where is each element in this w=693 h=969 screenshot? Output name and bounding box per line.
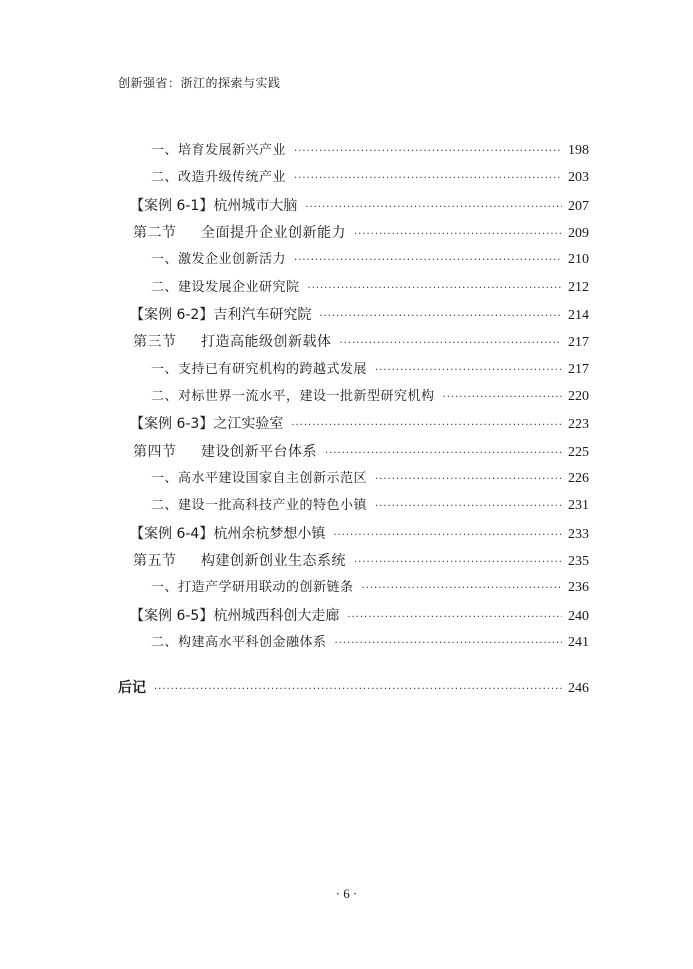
toc-entry-label: 【案例 6-1】杭州城市大脑	[130, 198, 298, 214]
toc-entry-section[interactable]	[133, 223, 589, 243]
section-number: 第二节	[133, 225, 177, 241]
toc-entry-page: 235	[568, 554, 589, 569]
toc-entry-label: 一、高水平建设国家自主创新示范区	[151, 471, 368, 486]
dot-leader	[333, 526, 562, 546]
toc-entry-afterword[interactable]	[118, 678, 589, 698]
toc-entry-case[interactable]	[130, 524, 589, 544]
dot-leader	[362, 579, 562, 599]
toc-entry[interactable]	[151, 141, 589, 161]
toc-entry-page: 217	[568, 335, 589, 350]
toc-entry-page: 220	[568, 389, 589, 404]
toc-entry-page: 210	[568, 252, 589, 267]
toc-entry-label: 【案例 6-5】杭州城西科创大走廊	[130, 608, 340, 624]
toc-entry[interactable]	[151, 469, 589, 489]
toc-entry-page: 233	[568, 527, 589, 542]
toc-entry-case[interactable]	[130, 606, 589, 626]
toc-entry-label: 二、改造升级传统产业	[151, 170, 287, 185]
toc-entry-page: 241	[568, 635, 589, 650]
toc-entry[interactable]	[151, 387, 589, 407]
dot-leader	[294, 251, 562, 271]
toc-entry-page: 240	[568, 609, 589, 624]
dot-leader	[154, 680, 562, 700]
toc-entry-label	[133, 551, 346, 571]
toc-entry-page: 212	[568, 280, 589, 295]
toc-entry-label	[133, 332, 332, 352]
dot-leader	[375, 497, 562, 517]
toc-entry-case[interactable]	[130, 196, 589, 216]
toc-entry[interactable]	[151, 360, 589, 380]
toc-entry-page: 214	[568, 308, 589, 323]
toc-entry-page: 207	[568, 199, 589, 214]
section-title: 全面提升企业创新能力	[201, 225, 346, 241]
toc-entry-page: 217	[568, 362, 589, 377]
dot-leader	[443, 388, 562, 408]
page-number: · 6 ·	[335, 886, 358, 901]
toc-entry-section[interactable]	[133, 442, 589, 462]
toc-entry[interactable]	[151, 496, 589, 516]
toc-entry-label: 二、对标世界一流水平，建设一批新型研究机构	[151, 389, 435, 404]
toc-entry-label: 一、支持已有研究机构的跨越式发展	[151, 362, 368, 377]
toc-entry-page: 226	[568, 471, 589, 486]
toc-entry-page: 246	[568, 681, 589, 696]
toc-entry-case[interactable]	[130, 305, 589, 325]
dot-leader	[354, 225, 562, 245]
toc-entry-label: 一、打造产学研用联动的创新链条	[151, 580, 354, 595]
running-header: 创新强省：浙江的探索与实践	[118, 76, 281, 90]
toc-entry-label: 后记	[118, 680, 146, 696]
toc-entry[interactable]	[151, 168, 589, 188]
toc-entry-page: 223	[568, 417, 589, 432]
toc-entry-label: 二、建设发展企业研究院	[151, 280, 300, 295]
toc-entry[interactable]	[151, 250, 589, 270]
dot-leader	[294, 169, 562, 189]
toc-entry-section[interactable]	[133, 551, 589, 571]
dot-leader	[335, 634, 562, 654]
toc-entry-label: 一、培育发展新兴产业	[151, 143, 287, 158]
dot-leader	[354, 553, 562, 573]
toc-entry-case[interactable]	[130, 414, 589, 434]
toc-entry-label: 二、建设一批高科技产业的特色小镇	[151, 498, 368, 513]
toc-entry-page: 203	[568, 170, 589, 185]
toc-entry-label: 【案例 6-2】吉利汽车研究院	[130, 307, 312, 323]
dot-leader	[375, 361, 562, 381]
dot-leader	[325, 444, 562, 464]
toc-entry-label: 二、构建高水平科创金融体系	[151, 635, 327, 650]
dot-leader	[340, 334, 563, 354]
toc-entry[interactable]	[151, 633, 589, 653]
toc-entry-label: 一、激发企业创新活力	[151, 252, 287, 267]
toc-entry-label: 【案例 6-3】之江实验室	[130, 416, 284, 432]
toc-entry-page: 231	[568, 498, 589, 513]
toc-entry-label: 【案例 6-4】杭州余杭梦想小镇	[130, 526, 326, 542]
toc-entry-section[interactable]	[133, 332, 589, 352]
section-title: 建设创新平台体系	[201, 444, 317, 460]
section-number: 第三节	[133, 334, 177, 350]
toc-entry-label	[133, 442, 317, 462]
toc-entry-page: 209	[568, 226, 589, 241]
dot-leader	[319, 307, 562, 327]
dot-leader	[347, 608, 562, 628]
dot-leader	[294, 142, 562, 162]
section-title: 打造高能级创新载体	[201, 334, 332, 350]
dot-leader	[305, 198, 562, 218]
dot-leader	[308, 279, 562, 299]
toc-entry-page: 236	[568, 580, 589, 595]
dot-leader	[291, 416, 562, 436]
toc-entry[interactable]	[151, 278, 589, 298]
toc-entry-page: 225	[568, 445, 589, 460]
section-title: 构建创新创业生态系统	[201, 553, 346, 569]
section-number: 第五节	[133, 553, 177, 569]
section-number: 第四节	[133, 444, 177, 460]
dot-leader	[375, 470, 562, 490]
toc-entry[interactable]	[151, 578, 589, 598]
toc-entry-page: 198	[568, 143, 589, 158]
toc-entry-label	[133, 223, 346, 243]
